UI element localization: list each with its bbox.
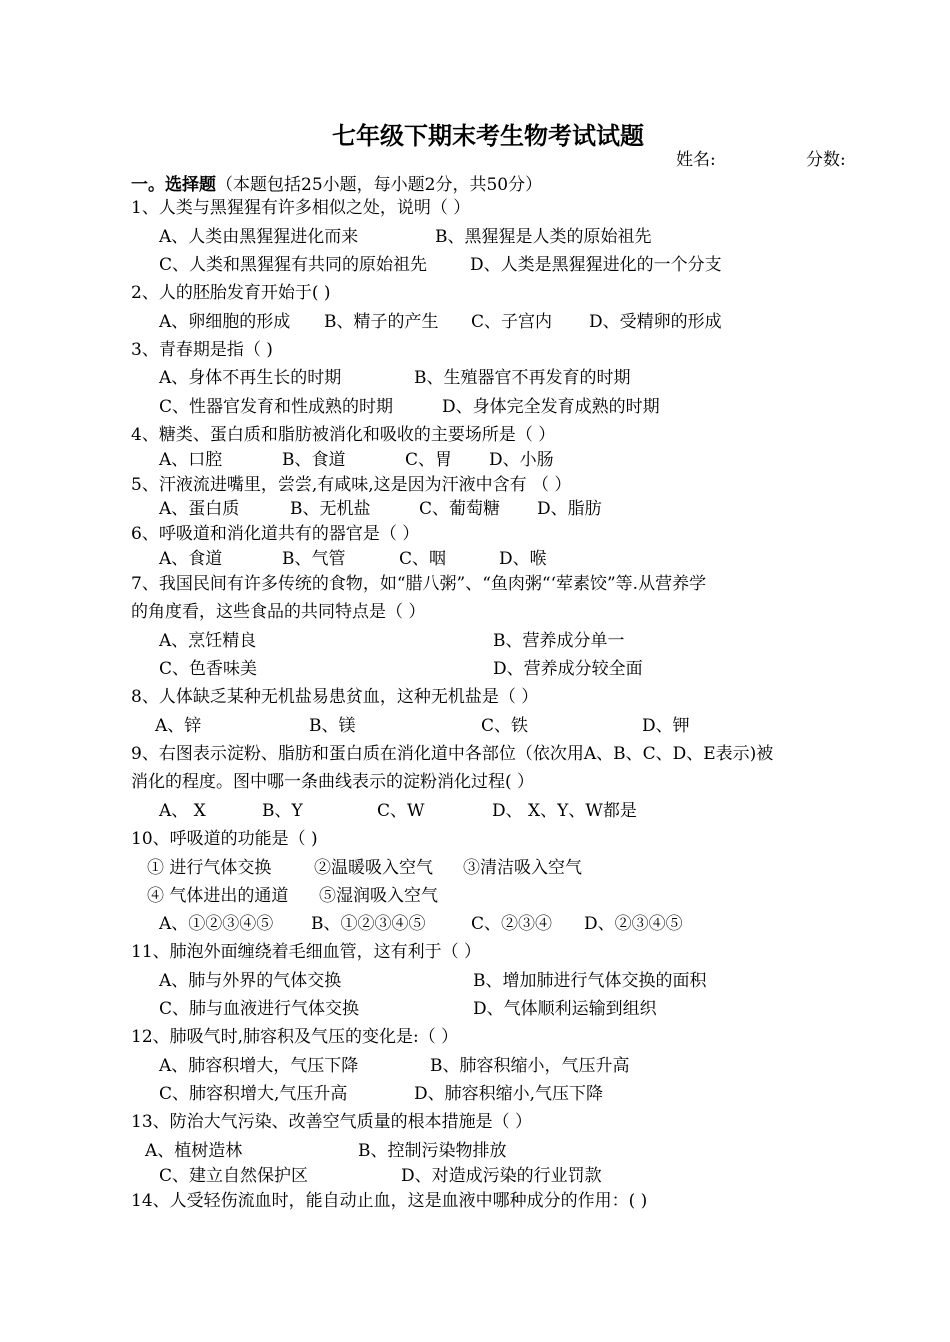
section-title: 一。选择题 [131,175,216,195]
question-13-stem: 13、防治大气污染、改善空气质量的根本措施是（ ） [131,1112,533,1132]
question-12-option-b: B、肺容积缩小，气压升高 [430,1056,630,1076]
question-3-option-a: A、身体不再生长的时期 [159,368,342,388]
question-10-item-5: ⑤湿润吸入空气 [319,886,438,906]
question-1-option-c: C、人类和黑猩猩有共同的原始祖先 [159,255,428,275]
question-7-option-a: A、烹饪精良 [159,631,257,651]
question-11-option-b: B、增加肺进行气体交换的面积 [473,971,707,991]
question-12-stem: 12、肺吸气时,肺容积及气压的变化是:（ ） [131,1027,459,1047]
question-9-option-a: A、 X [159,801,206,821]
question-10-option-b: B、①②③④⑤ [311,914,426,934]
question-9-option-d: D、 X、Y、W都是 [492,801,637,821]
question-13-option-d: D、对造成污染的行业罚款 [401,1166,602,1186]
question-6-option-b: B、气管 [282,549,346,569]
question-8-option-b: B、镁 [309,716,356,736]
question-2-option-a: A、卵细胞的形成 [159,312,291,332]
question-12-option-d: D、肺容积缩小,气压下降 [414,1084,604,1104]
question-9-stem-line1: 9、右图表示淀粉、脂肪和蛋白质在消化道中各部位（依次用A、B、C、D、E表示)被 [131,744,774,764]
question-14-stem: 14、人受轻伤流血时，能自动止血，这是血液中哪种成分的作用：( ) [131,1191,648,1211]
exam-title: 七年级下期末考生物考试试题 [332,121,644,150]
question-3-option-c: C、性器官发育和性成熟的时期 [159,397,394,417]
question-1-option-b: B、黑猩猩是人类的原始祖先 [435,227,652,247]
section-heading [131,174,542,196]
question-1-option-d: D、人类是黑猩猩进化的一个分支 [470,255,722,275]
question-6-option-d: D、喉 [499,549,547,569]
question-5-option-a: A、蛋白质 [159,499,240,519]
question-10-item-3: ③清洁吸入空气 [463,858,582,878]
question-2-option-d: D、受精卵的形成 [589,312,722,332]
question-10-option-d: D、②③④⑤ [584,914,683,934]
question-10-stem: 10、呼吸道的功能是（ ) [131,829,318,849]
question-4-stem: 4、糖类、蛋白质和脂肪被消化和吸收的主要场所是（ ） [131,425,556,445]
question-2-stem: 2、人的胚胎发育开始于( ) [131,283,331,303]
question-10-option-c: C、②③④ [471,914,553,934]
question-8-option-c: C、铁 [481,716,529,736]
question-4-option-b: B、食道 [282,450,346,470]
question-9-option-b: B、Y [262,801,303,821]
question-10-item-2: ②温暖吸入空气 [314,858,433,878]
name-label: 姓名: [676,150,716,170]
question-10-option-a: A、①②③④⑤ [159,914,274,934]
question-4-option-d: D、小肠 [489,450,554,470]
section-note: （本题包括25小题，每小题2分，共50分） [216,175,543,195]
question-2-option-c: C、子宫内 [471,312,553,332]
question-3-stem: 3、青春期是指（ ) [131,340,273,360]
question-11-option-a: A、肺与外界的气体交换 [159,971,342,991]
question-5-option-d: D、脂肪 [537,499,602,519]
question-3-option-d: D、身体完全发育成熟的时期 [442,397,660,417]
question-3-option-b: B、生殖器官不再发育的时期 [414,368,631,388]
question-4-option-c: C、胃 [405,450,453,470]
question-8-option-d: D、钾 [642,716,690,736]
question-8-option-a: A、锌 [155,716,202,736]
question-8-stem: 8、人体缺乏某种无机盐易患贫血，这种无机盐是（ ） [131,687,539,707]
question-11-stem: 11、肺泡外面缠绕着毛细血管，这有利于（ ） [131,942,482,962]
question-2-option-b: B、精子的产生 [324,312,439,332]
question-7-option-c: C、色香味美 [159,659,258,679]
question-6-stem: 6、呼吸道和消化道共有的器官是（ ） [131,524,420,544]
question-5-option-b: B、无机盐 [290,499,371,519]
question-7-option-b: B、营养成分单一 [493,631,625,651]
question-11-option-d: D、气体顺利运输到组织 [473,999,657,1019]
question-13-option-c: C、建立自然保护区 [159,1166,309,1186]
question-7-option-d: D、营养成分较全面 [493,659,643,679]
question-12-option-a: A、肺容积增大，气压下降 [159,1056,359,1076]
question-12-option-c: C、肺容积增大,气压升高 [159,1084,348,1104]
question-1-option-a: A、人类由黑猩猩进化而来 [159,227,359,247]
question-13-option-b: B、控制污染物排放 [358,1141,507,1161]
question-7-stem-line2: 的角度看，这些食品的共同特点是（ ） [131,602,426,622]
question-13-option-a: A、植树造林 [145,1141,243,1161]
question-9-stem-line2: 消化的程度。图中哪一条曲线表示的淀粉消化过程( ） [131,772,535,792]
question-5-stem: 5、汗液流进嘴里，尝尝,有咸味,这是因为汗液中含有 （ ） [131,475,572,495]
question-9-option-c: C、W [377,801,425,821]
question-6-option-a: A、食道 [159,549,223,569]
question-4-option-a: A、口腔 [159,450,223,470]
question-7-stem-line1: 7、我国民间有许多传统的食物，如“腊八粥”、“鱼肉粥“‘荤素饺”等.从营养学 [131,574,707,594]
question-6-option-c: C、咽 [399,549,447,569]
question-10-item-1: ① 进行气体交换 [147,858,272,878]
question-5-option-c: C、葡萄糖 [419,499,501,519]
score-label: 分数: [806,150,846,170]
question-10-item-4: ④ 气体进出的通道 [147,886,289,906]
question-11-option-c: C、肺与血液进行气体交换 [159,999,360,1019]
question-1-stem: 1、人类与黑猩猩有许多相似之处，说明（ ） [131,198,471,218]
